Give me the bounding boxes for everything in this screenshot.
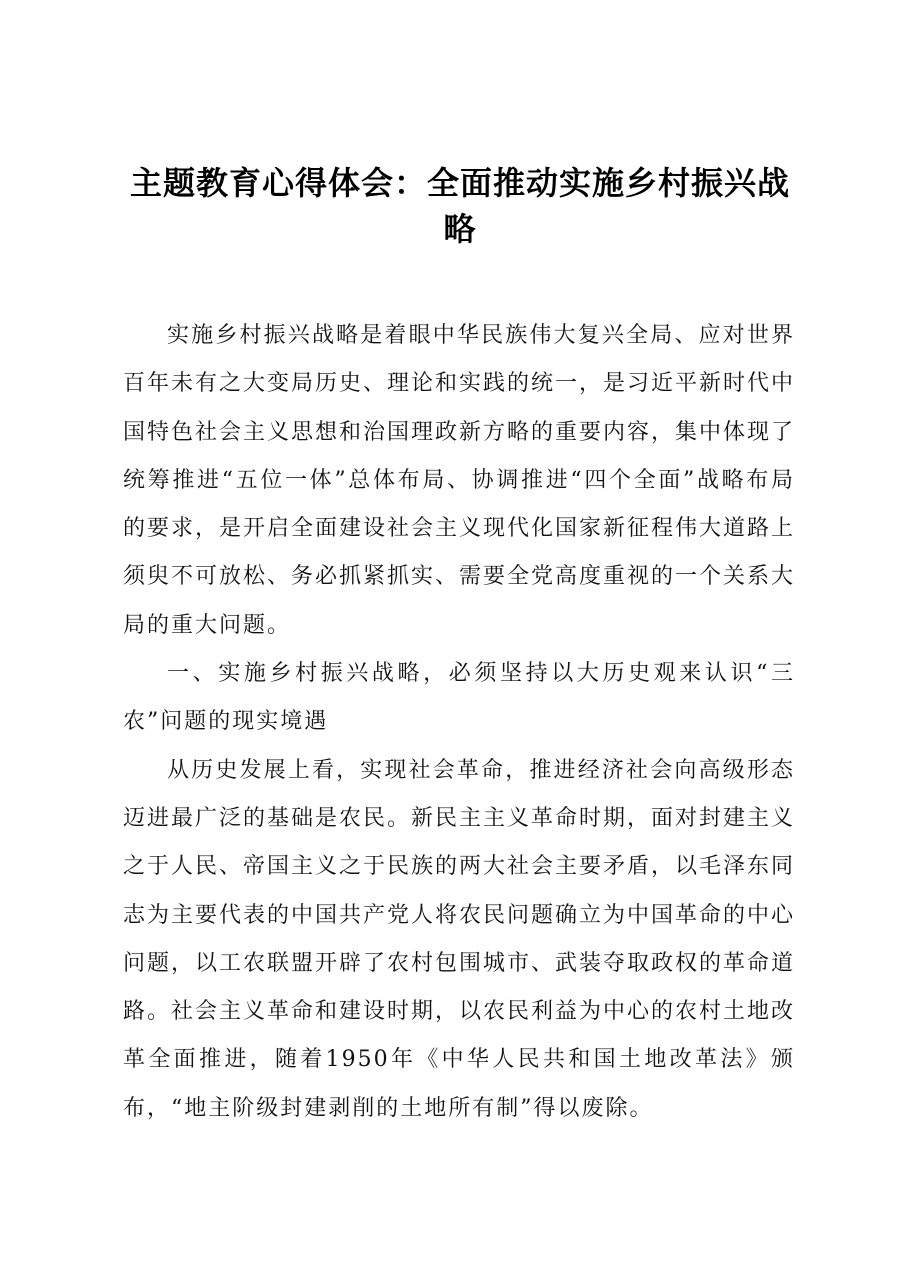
paragraph-intro: 实施乡村振兴战略是着眼中华民族伟大复兴全局、应对世界百年未有之大变局历史、理论和实践的统一，是习近平新时代中国特色社会主义思想和治国理政新方略的重要内容，集中体现了统筹推进“五位一体”总体布局、协调推进“四个全面”战略布局的要求，是开启全面建设社会主义现代化国家新征程伟大道路上须臾不可放松、务必抓紧抓实、需要全党高度重视的一个关系大局的重大问题。 xyxy=(123,323,796,638)
document-title-line-2: 略 xyxy=(443,210,477,248)
document-title xyxy=(110,160,810,252)
document-title-line-1: 主题教育心得体会：全面推动实施乡村振兴战 xyxy=(129,164,790,202)
paragraph-history: 从历史发展上看，实现社会革命，推进经济社会向高级形态迈进最广泛的基础是农民。新民主主义革命时期，面对封建主义之于人民、帝国主义之于民族的两大社会主要矛盾，以毛泽东同志为主要代表的中国共产党人将农民问题确立为中国革命的中心问题，以工农联盟开辟了农村包围城市、武装夺取政权的革命道路。社会主义革命和建设时期，以农民利益为中心的农村土地改革全面推进，随着1950年《中华人民共和国土地改革法》颁布，“地主阶级封建剥削的土地所有制”得以废除。 xyxy=(123,757,796,1121)
section-heading-1: 一、实施乡村振兴战略，必须坚持以大历史观来认识“三农”问题的现实境遇 xyxy=(123,661,795,735)
document-body xyxy=(123,312,795,1133)
